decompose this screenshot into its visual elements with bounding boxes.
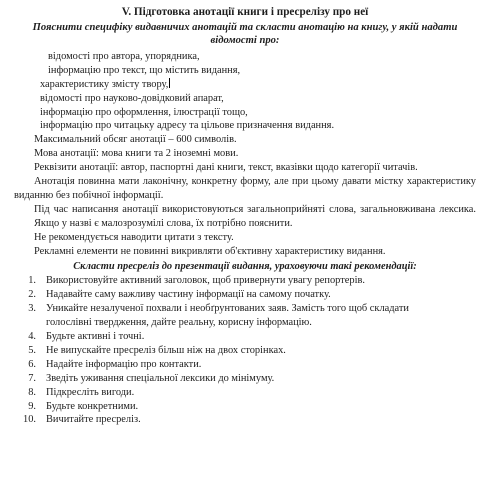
paragraph-language: Мова анотації: мова книги та 2 іноземні мови. (34, 148, 239, 160)
list-item: 9. Будьте конкретними. (28, 400, 139, 412)
info-item: характеристику змісту твору, (40, 78, 169, 90)
paragraph-quotes: Не рекомендується наводити цитати з тексту. (34, 231, 234, 243)
section-title: V. Підготовка анотації книги і пресрелізу про неї (121, 6, 369, 18)
paragraph-max-size: Максимальний обсяг анотації – 600 символів. (34, 134, 237, 146)
info-item: відомості про науково-довідковий апарат, (40, 92, 224, 104)
list-item: 1. Використовуйте активний заголовок, щоб привернути увагу репортерів. (28, 275, 365, 287)
list-item: 6. Надайте інформацію про контакти. (28, 358, 202, 370)
info-item: інформацію про оформлення, ілюстрації тощо, (40, 106, 248, 118)
recommendations-list (14, 274, 476, 427)
paragraph-lexicon: Під час написання анотації використовуються загальноприйняті слова, загальновживана лексика. (34, 203, 476, 215)
task-lead: Пояснити специфіку видавничих анотацій та скласти анотацію на книгу, у якій надати відомості про: (32, 21, 458, 46)
paragraph-laconic: Анотація повинна мати лаконічну, конкретну форму, але при цьому давати місткy характеристику виданню без побічної інформації. (14, 176, 476, 201)
list-item-continuation: голослівні твердження, дайте реальну, корисну інформацію. (46, 317, 312, 329)
recommendations-heading: Скласти пресреліз до презентації видання, ураховуючи такі рекомендації: (73, 260, 417, 272)
info-item: інформацію про читацьку адресу та цільове призначення видання. (40, 120, 335, 132)
list-item: 7. Зведіть уживання спеціальної лексики до мінімуму. (28, 372, 275, 384)
list-item: 5. Не випускайте пресреліз більш ніж на двох сторінках. (28, 344, 286, 356)
paragraph-requisites: Реквізити анотації: автор, паспортні дані книги, текст, вказівки щодо категорії читачів. (34, 162, 418, 174)
info-item: інформацію про текст, що містить видання, (48, 64, 241, 76)
paragraph-explain: Якщо у назві є малозрозумілі слова, їх потрібно пояснити. (34, 217, 293, 229)
list-item: 2. Надавайте саму важливу частину інформації на самому початку. (28, 289, 331, 301)
list-item: 8. Підкресліть вигоди. (28, 386, 135, 398)
list-item: 4. Будьте активні і точні. (28, 331, 145, 343)
text-cursor (169, 78, 170, 88)
list-item: 3. Уникайте незалученої похвали і необґрунтованих заяв. Замість того щоб складати (28, 303, 409, 315)
info-item: відомості про автора, упорядника, (48, 50, 200, 62)
paragraph-ads: Рекламні елементи не повинні викривляти об'єктивну характеристику видання. (34, 245, 386, 257)
list-item: 10. Вичитайте пресреліз. (23, 414, 141, 426)
